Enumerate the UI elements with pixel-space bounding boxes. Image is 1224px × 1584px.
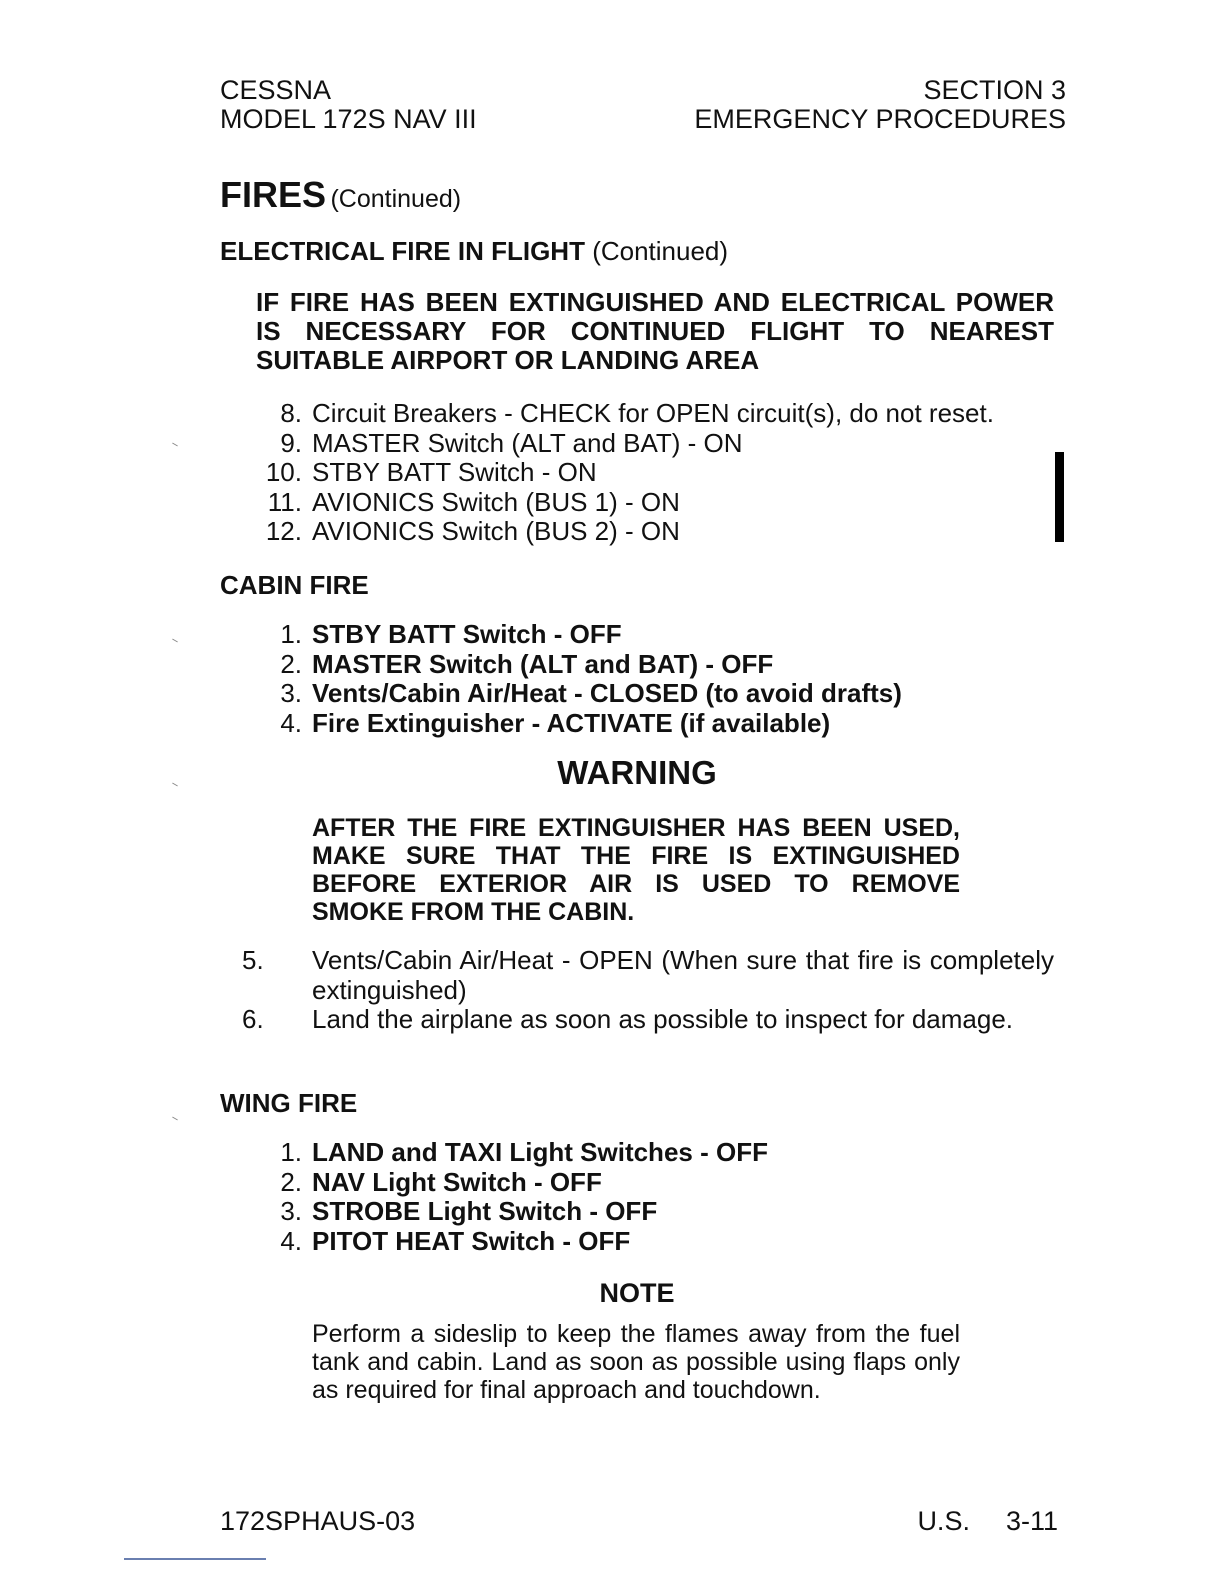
electrical-fire-heading: [220, 236, 728, 267]
cabin-fire-heading: CABIN FIRE: [220, 570, 369, 600]
electrical-fire-condition: IF FIRE HAS BEEN EXTINGUISHED AND ELECTRICAL POWER IS NECESSARY FOR CONTINUED FLIGHT TO NEAREST SUITABLE AIRPORT OR LANDING AREA: [256, 287, 1054, 375]
page-header-left: [220, 76, 477, 134]
list-item: 12. AVIONICS Switch (BUS 2) - ON: [265, 516, 680, 546]
electrical-fire-heading-text: ELECTRICAL FIRE IN FLIGHT: [220, 236, 585, 266]
list-item: 9. MASTER Switch (ALT and BAT) - ON: [280, 427, 743, 458]
cabin-fire-steps-after: [242, 945, 1054, 1035]
scan-mark: [172, 443, 178, 447]
note-text: Perform a sideslip to keep the flames away from the fuel tank and cabin. Land as soon as possible using flaps only as required for final approach and touchdown.: [312, 1320, 960, 1404]
revision-change-bar: [1055, 452, 1064, 542]
list-item: 5. Vents/Cabin Air/Heat - OPEN (When sure that fire is completely extinguished): [242, 945, 1054, 1005]
electrical-fire-heading-suffix: (Continued): [592, 236, 729, 266]
section-name: EMERGENCY PROCEDURES: [694, 104, 1066, 134]
scan-mark: [172, 639, 178, 643]
warning-title: WARNING: [557, 754, 717, 791]
model-label: MODEL 172S NAV III: [220, 104, 477, 134]
region-label: U.S.: [917, 1506, 970, 1536]
electrical-fire-steps: [265, 398, 1052, 547]
note-title: NOTE: [599, 1278, 675, 1308]
cabin-fire-steps: [280, 619, 1052, 738]
list-item: 6. Land the airplane as soon as possible to inspect for damage.: [242, 1004, 1014, 1034]
section-number: SECTION 3: [923, 75, 1066, 105]
section-title: [220, 174, 461, 216]
document-id: 172SPHAUS-03: [220, 1506, 416, 1536]
manufacturer-label: CESSNA: [220, 75, 332, 105]
list-item: 4. Fire Extinguisher - ACTIVATE (if available): [280, 707, 831, 738]
list-item: 4. PITOT HEAT Switch - OFF: [280, 1225, 631, 1256]
list-item: 8. Circuit Breakers - CHECK for OPEN circuit(s), do not reset.: [280, 398, 994, 428]
bottom-rule: [124, 1558, 266, 1560]
page-footer-right: [917, 1506, 1058, 1537]
list-item: 1. LAND and TAXI Light Switches - OFF: [280, 1137, 768, 1167]
wing-fire-heading: WING FIRE: [220, 1088, 358, 1118]
scan-mark: [172, 1117, 178, 1121]
list-item: 2. NAV Light Switch - OFF: [280, 1166, 602, 1197]
list-item: 11. AVIONICS Switch (BUS 1) - ON: [267, 486, 680, 517]
list-item: 3. Vents/Cabin Air/Heat - CLOSED (to avoid drafts): [280, 678, 902, 708]
section-title-suffix: (Continued): [330, 185, 462, 213]
warning-text: AFTER THE FIRE EXTINGUISHER HAS BEEN USED, MAKE SURE THAT THE FIRE IS EXTINGUISHED BEFORE EXTERIOR AIR IS USED TO REMOVE SMOKE FROM THE CABIN.: [312, 814, 960, 926]
page-number: 3-11: [1005, 1506, 1058, 1536]
scan-mark: [172, 783, 178, 787]
list-item: 1. STBY BATT Switch - OFF: [280, 619, 622, 649]
wing-fire-steps: [280, 1137, 1052, 1256]
list-item: 3. STROBE Light Switch - OFF: [280, 1196, 658, 1226]
list-item: 2. MASTER Switch (ALT and BAT) - OFF: [280, 648, 774, 679]
list-item: 10. STBY BATT Switch - ON: [265, 457, 597, 487]
section-title-main: FIRES: [220, 174, 327, 215]
page-header-right: [694, 76, 1066, 134]
